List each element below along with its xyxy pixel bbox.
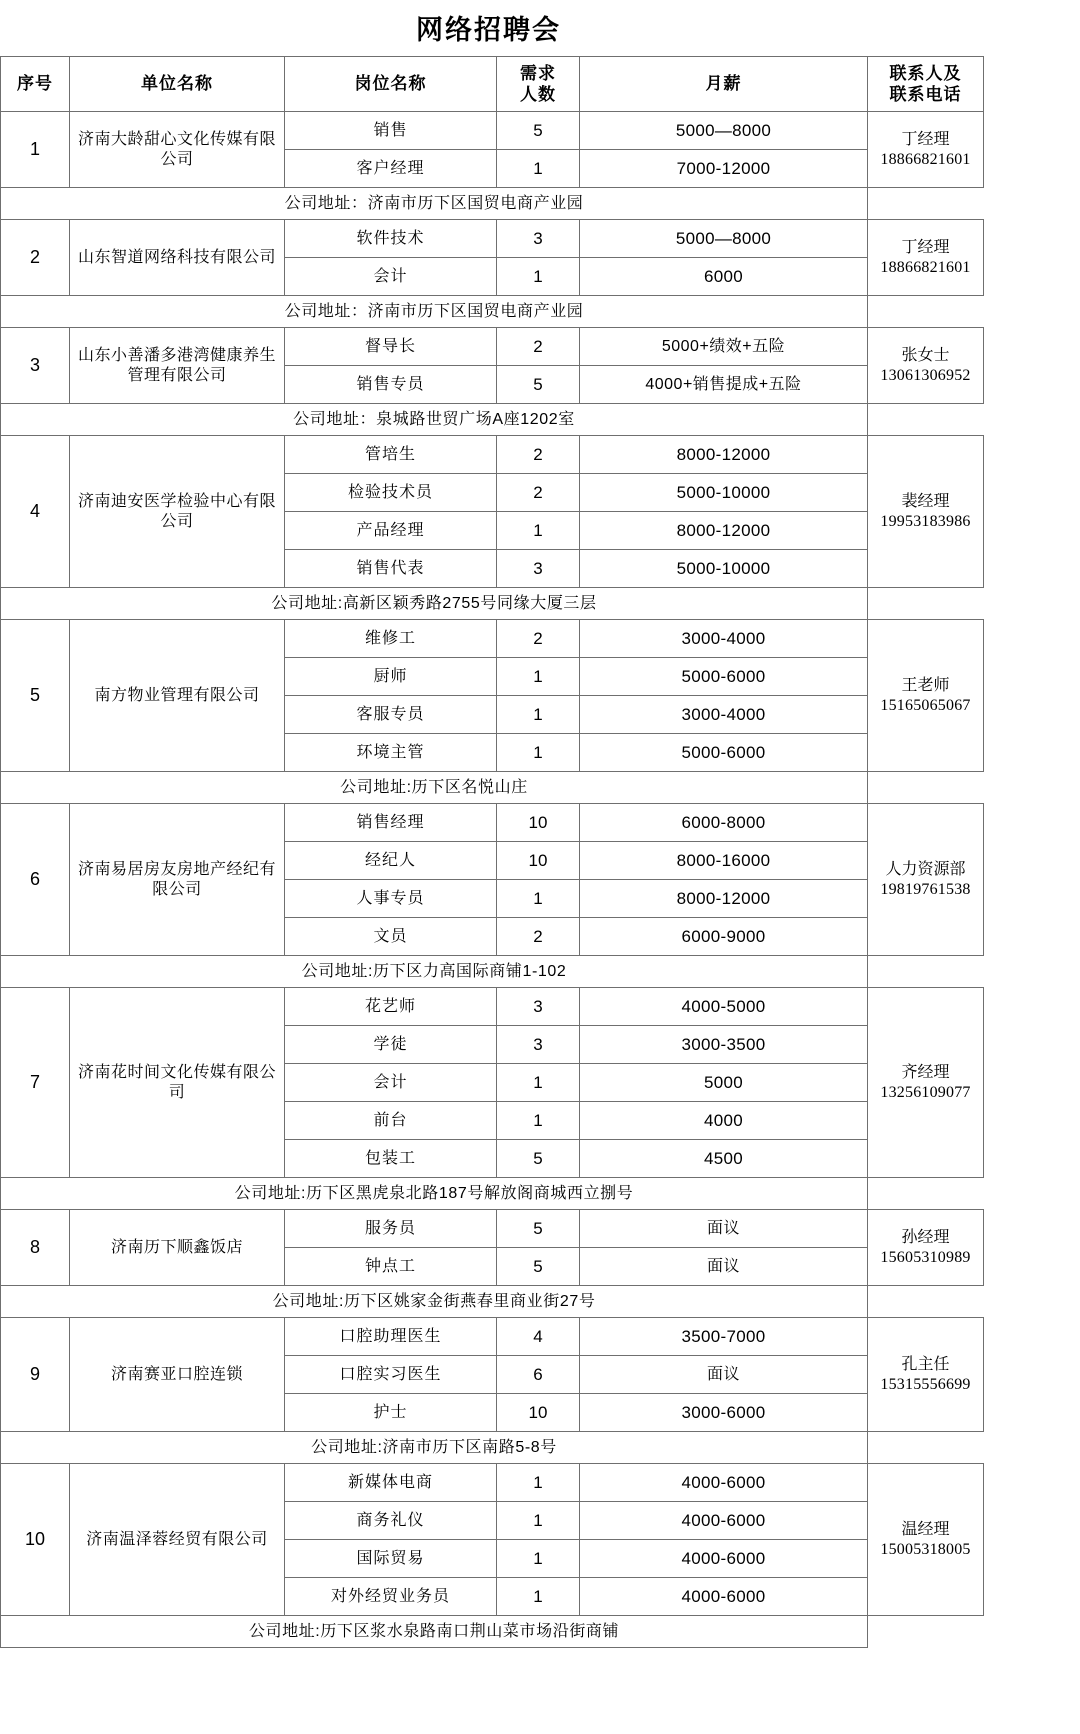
company-address: 公司地址:济南市历下区南路5-8号 <box>1 1432 868 1464</box>
monthly-salary: 4000-5000 <box>580 988 868 1026</box>
monthly-salary: 面议 <box>580 1356 868 1394</box>
contact-cell <box>868 328 984 404</box>
company-address: 公司地址:历下区浆水泉路南口荆山菜市场沿街商铺 <box>1 1616 868 1648</box>
headcount: 1 <box>497 1502 580 1540</box>
monthly-salary: 4000 <box>580 1102 868 1140</box>
contact-name: 张女士 <box>901 346 950 364</box>
column-header-job: 岗位名称 <box>285 57 497 112</box>
job-title: 学徒 <box>285 1026 497 1064</box>
job-title: 服务员 <box>285 1210 497 1248</box>
job-title: 软件技术 <box>285 220 497 258</box>
contact-name: 王老师 <box>901 676 950 694</box>
row-index: 1 <box>1 112 70 188</box>
column-header-contact <box>868 57 984 112</box>
table-row <box>1 436 984 474</box>
company-address: 公司地址:历下区力高国际商铺1-102 <box>1 956 868 988</box>
contact-cell <box>868 1210 984 1286</box>
address-row <box>1 1286 984 1318</box>
job-title: 新媒体电商 <box>285 1464 497 1502</box>
job-title: 会计 <box>285 258 497 296</box>
contact-phone: 15605310989 <box>880 1248 971 1266</box>
job-title: 维修工 <box>285 620 497 658</box>
monthly-salary: 面议 <box>580 1210 868 1248</box>
job-title: 护士 <box>285 1394 497 1432</box>
row-index: 4 <box>1 436 70 588</box>
column-header-index: 序号 <box>1 57 70 112</box>
contact-cell <box>868 112 984 188</box>
headcount: 3 <box>497 220 580 258</box>
column-header-count <box>497 57 580 112</box>
job-title: 销售专员 <box>285 366 497 404</box>
headcount: 1 <box>497 1064 580 1102</box>
contact-cell <box>868 620 984 772</box>
table-header <box>1 57 984 112</box>
row-index: 6 <box>1 804 70 956</box>
monthly-salary: 3000-4000 <box>580 620 868 658</box>
monthly-salary: 5000-6000 <box>580 658 868 696</box>
table-row <box>1 1318 984 1356</box>
contact-name: 人力资源部 <box>885 860 966 878</box>
job-title: 督导长 <box>285 328 497 366</box>
monthly-salary: 5000-10000 <box>580 550 868 588</box>
contact-name: 齐经理 <box>901 1063 950 1081</box>
company-address: 公司地址：济南市历下区国贸电商产业园 <box>1 188 868 220</box>
contact-phone: 13061306952 <box>880 366 971 384</box>
headcount: 5 <box>497 112 580 150</box>
contact-phone: 18866821601 <box>880 258 971 276</box>
job-title: 客户经理 <box>285 150 497 188</box>
contact-phone: 13256109077 <box>880 1083 971 1101</box>
monthly-salary: 面议 <box>580 1248 868 1286</box>
contact-name: 丁经理 <box>901 238 950 256</box>
contact-cell <box>868 1464 984 1616</box>
address-row <box>1 772 984 804</box>
job-title: 对外经贸业务员 <box>285 1578 497 1616</box>
company-name: 济南花时间文化传媒有限公司 <box>70 988 285 1178</box>
row-index: 8 <box>1 1210 70 1286</box>
headcount: 1 <box>497 880 580 918</box>
headcount: 2 <box>497 328 580 366</box>
job-title: 销售 <box>285 112 497 150</box>
contact-phone: 15315556699 <box>880 1375 971 1393</box>
column-header-count-line1: 需求 <box>520 63 556 83</box>
contact-name: 裴经理 <box>901 492 950 510</box>
monthly-salary: 4000-6000 <box>580 1578 868 1616</box>
row-index: 9 <box>1 1318 70 1432</box>
contact-phone: 15005318005 <box>880 1540 971 1558</box>
table-row <box>1 220 984 258</box>
monthly-salary: 3000-4000 <box>580 696 868 734</box>
company-address: 公司地址:高新区颖秀路2755号同缘大厦三层 <box>1 588 868 620</box>
job-title: 钟点工 <box>285 1248 497 1286</box>
headcount: 10 <box>497 804 580 842</box>
contact-phone: 19953183986 <box>880 512 971 530</box>
headcount: 5 <box>497 1210 580 1248</box>
job-title: 会计 <box>285 1064 497 1102</box>
job-title: 检验技术员 <box>285 474 497 512</box>
job-title: 销售经理 <box>285 804 497 842</box>
address-row <box>1 1178 984 1210</box>
monthly-salary: 3500-7000 <box>580 1318 868 1356</box>
monthly-salary: 5000—8000 <box>580 112 868 150</box>
company-name: 济南易居房友房地产经纪有限公司 <box>70 804 285 956</box>
job-title: 文员 <box>285 918 497 956</box>
monthly-salary: 8000-12000 <box>580 512 868 550</box>
job-title: 经纪人 <box>285 842 497 880</box>
headcount: 10 <box>497 842 580 880</box>
address-row <box>1 1432 984 1464</box>
address-row <box>1 296 984 328</box>
headcount: 1 <box>497 258 580 296</box>
monthly-salary: 4000-6000 <box>580 1540 868 1578</box>
company-address: 公司地址:历下区名悦山庄 <box>1 772 868 804</box>
headcount: 1 <box>497 734 580 772</box>
contact-name: 孔主任 <box>901 1355 950 1373</box>
column-header-company: 单位名称 <box>70 57 285 112</box>
job-title: 管培生 <box>285 436 497 474</box>
contact-cell <box>868 436 984 588</box>
monthly-salary: 8000-12000 <box>580 436 868 474</box>
column-header-contact-line1: 联系人及 <box>889 63 962 83</box>
headcount: 2 <box>497 918 580 956</box>
headcount: 1 <box>497 696 580 734</box>
row-index: 3 <box>1 328 70 404</box>
headcount: 2 <box>497 474 580 512</box>
recruitment-table <box>0 56 984 1648</box>
monthly-salary: 3000-6000 <box>580 1394 868 1432</box>
address-row <box>1 1616 984 1648</box>
headcount: 1 <box>497 1464 580 1502</box>
table-row <box>1 328 984 366</box>
address-row <box>1 404 984 436</box>
table-row <box>1 804 984 842</box>
column-header-count-line2: 人数 <box>520 85 556 104</box>
headcount: 1 <box>497 658 580 696</box>
job-title: 国际贸易 <box>285 1540 497 1578</box>
contact-cell <box>868 220 984 296</box>
job-title: 客服专员 <box>285 696 497 734</box>
company-name: 济南迪安医学检验中心有限公司 <box>70 436 285 588</box>
headcount: 3 <box>497 988 580 1026</box>
monthly-salary: 8000-12000 <box>580 880 868 918</box>
address-row <box>1 188 984 220</box>
job-title: 销售代表 <box>285 550 497 588</box>
monthly-salary: 6000-9000 <box>580 918 868 956</box>
contact-cell <box>868 804 984 956</box>
monthly-salary: 5000+绩效+五险 <box>580 328 868 366</box>
company-address: 公司地址：泉城路世贸广场A座1202室 <box>1 404 868 436</box>
company-address: 公司地址：济南市历下区国贸电商产业园 <box>1 296 868 328</box>
table-row <box>1 1210 984 1248</box>
headcount: 1 <box>497 512 580 550</box>
company-name: 南方物业管理有限公司 <box>70 620 285 772</box>
job-title: 厨师 <box>285 658 497 696</box>
contact-name: 丁经理 <box>901 130 950 148</box>
job-title: 包装工 <box>285 1140 497 1178</box>
table-row <box>1 620 984 658</box>
company-name: 山东智道网络科技有限公司 <box>70 220 285 296</box>
job-title: 产品经理 <box>285 512 497 550</box>
contact-cell <box>868 988 984 1178</box>
row-index: 10 <box>1 1464 70 1616</box>
column-header-contact-line2: 联系电话 <box>889 85 962 104</box>
job-title: 人事专员 <box>285 880 497 918</box>
address-row <box>1 588 984 620</box>
job-title: 商务礼仪 <box>285 1502 497 1540</box>
table-row <box>1 112 984 150</box>
contact-phone: 15165065067 <box>880 696 971 714</box>
table-row <box>1 988 984 1026</box>
table-body <box>1 112 984 1648</box>
monthly-salary: 8000-16000 <box>580 842 868 880</box>
headcount: 1 <box>497 1102 580 1140</box>
contact-cell <box>868 1318 984 1432</box>
header-row <box>1 57 984 112</box>
monthly-salary: 6000-8000 <box>580 804 868 842</box>
contact-name: 温经理 <box>901 1520 950 1538</box>
headcount: 3 <box>497 550 580 588</box>
headcount: 1 <box>497 150 580 188</box>
job-title: 前台 <box>285 1102 497 1140</box>
job-title: 口腔实习医生 <box>285 1356 497 1394</box>
contact-phone: 19819761538 <box>880 880 971 898</box>
headcount: 5 <box>497 1248 580 1286</box>
monthly-salary: 3000-3500 <box>580 1026 868 1064</box>
headcount: 5 <box>497 1140 580 1178</box>
monthly-salary: 5000-10000 <box>580 474 868 512</box>
job-title: 环境主管 <box>285 734 497 772</box>
monthly-salary: 7000-12000 <box>580 150 868 188</box>
company-name: 济南大龄甜心文化传媒有限公司 <box>70 112 285 188</box>
monthly-salary: 4000+销售提成+五险 <box>580 366 868 404</box>
row-index: 7 <box>1 988 70 1178</box>
headcount: 2 <box>497 436 580 474</box>
headcount: 10 <box>497 1394 580 1432</box>
company-name: 山东小善潘多港湾健康养生管理有限公司 <box>70 328 285 404</box>
monthly-salary: 5000—8000 <box>580 220 868 258</box>
job-title: 口腔助理医生 <box>285 1318 497 1356</box>
headcount: 2 <box>497 620 580 658</box>
company-address: 公司地址:历下区黑虎泉北路187号解放阁商城西立捌号 <box>1 1178 868 1210</box>
company-name: 济南温泽蓉经贸有限公司 <box>70 1464 285 1616</box>
company-name: 济南赛亚口腔连锁 <box>70 1318 285 1432</box>
table-row <box>1 1464 984 1502</box>
monthly-salary: 4000-6000 <box>580 1502 868 1540</box>
monthly-salary: 4500 <box>580 1140 868 1178</box>
job-title: 花艺师 <box>285 988 497 1026</box>
headcount: 4 <box>497 1318 580 1356</box>
address-row <box>1 956 984 988</box>
company-address: 公司地址:历下区姚家金街燕春里商业街27号 <box>1 1286 868 1318</box>
headcount: 3 <box>497 1026 580 1064</box>
headcount: 5 <box>497 366 580 404</box>
company-name: 济南历下顺鑫饭店 <box>70 1210 285 1286</box>
headcount: 1 <box>497 1578 580 1616</box>
monthly-salary: 5000 <box>580 1064 868 1102</box>
contact-phone: 18866821601 <box>880 150 971 168</box>
monthly-salary: 5000-6000 <box>580 734 868 772</box>
monthly-salary: 4000-6000 <box>580 1464 868 1502</box>
page-title: 网络招聘会 <box>416 15 561 45</box>
row-index: 2 <box>1 220 70 296</box>
headcount: 6 <box>497 1356 580 1394</box>
row-index: 5 <box>1 620 70 772</box>
column-header-salary: 月薪 <box>580 57 868 112</box>
monthly-salary: 6000 <box>580 258 868 296</box>
headcount: 1 <box>497 1540 580 1578</box>
contact-name: 孙经理 <box>901 1228 950 1246</box>
